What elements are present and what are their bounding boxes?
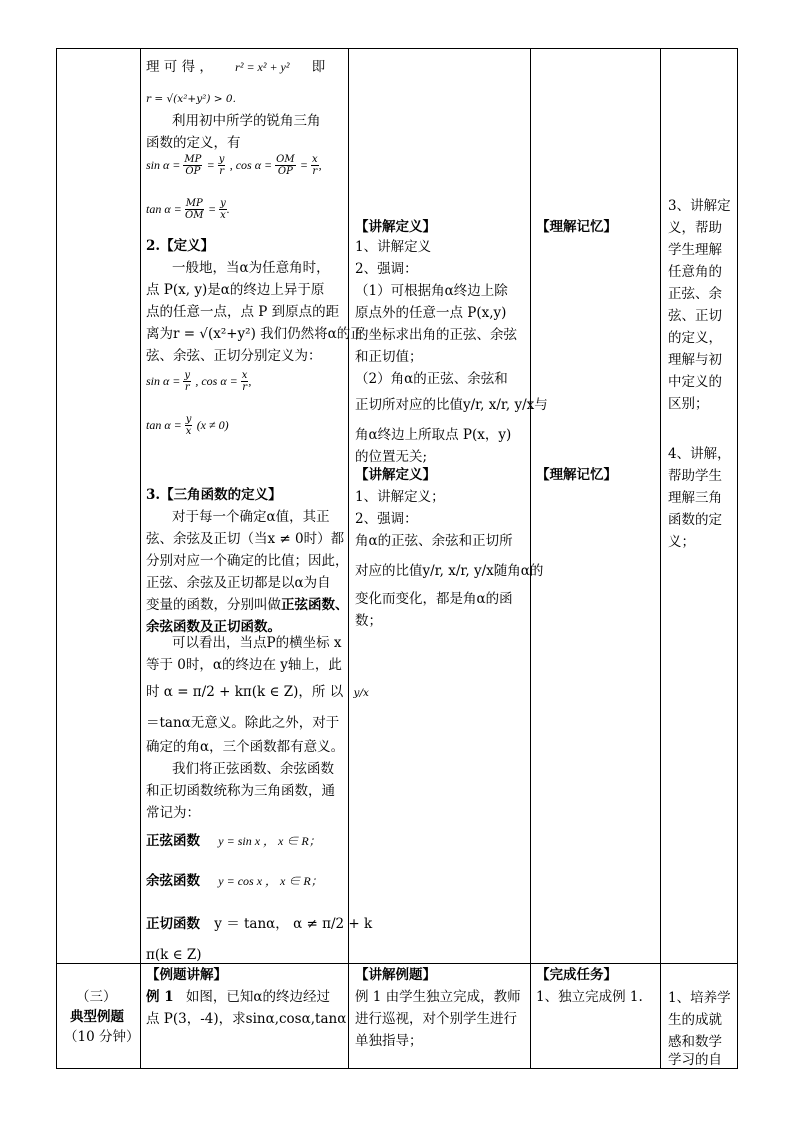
text-line: ＝tanα无意义。除此之外，对于 xyxy=(146,715,340,731)
text-line: 点 P(3，-4)，求sinα,cosα,tanα xyxy=(146,1011,347,1027)
col-border xyxy=(737,48,738,1069)
formula-sin-cos-2: sin α = $\frac{y}{r}$ , cos α = $\frac{x}{r}$ , xyxy=(146,370,252,393)
col-border xyxy=(660,48,661,1069)
design-intent-line: 义； xyxy=(668,534,695,550)
text-line: 原点外的任意一点 P(x,y) xyxy=(355,305,507,321)
text-line: 角α终边上所取点 P(x，y) xyxy=(355,427,512,443)
design-intent-line: 中定义的 xyxy=(668,374,722,390)
example-heading: 【例题讲解】 xyxy=(146,967,227,983)
design-intent-line: 生的成就 xyxy=(668,1012,722,1028)
text-line: 变化而变化，都是角α的函 xyxy=(355,591,513,607)
text-line: 我们将正弦函数、余弦函数 xyxy=(172,761,334,777)
text-line: 一般地，当α为任意角时， xyxy=(172,260,330,276)
stage-duration: （10 分钟） xyxy=(64,1029,140,1045)
text-line: 1、讲解定义； xyxy=(355,489,445,505)
text-line: 进行巡视，对个别学生进行 xyxy=(355,1011,517,1027)
design-intent-line: 3、讲解定 xyxy=(668,198,731,214)
text-line: 点的任意一点，点 P 到原点的距 xyxy=(146,304,340,320)
student-activity-heading: 【理解记忆】 xyxy=(536,467,617,483)
text-line: 数； xyxy=(355,613,382,629)
text-line: 和正切值； xyxy=(355,349,423,365)
text-line: 2、强调： xyxy=(355,511,418,527)
table-top-border xyxy=(56,48,737,49)
text-line: 余弦函数及正切函数。 xyxy=(146,619,281,635)
col-border xyxy=(140,48,141,1069)
student-activity-heading: 【理解记忆】 xyxy=(536,219,617,235)
text-line: 分别对应一个确定的比值；因此， xyxy=(146,553,349,569)
text-line: 角α的正弦、余弦和正切所 xyxy=(355,533,513,549)
text-line: （1）可根据角α终边上除 xyxy=(355,283,508,299)
text-line: 对于每一个确定α值，其正 xyxy=(172,509,330,525)
design-intent-line: 1、培养学 xyxy=(668,990,731,1006)
col-border xyxy=(56,48,57,1069)
student-activity-heading: 【完成任务】 xyxy=(536,967,617,983)
text-line: 弦、余弦及正切（当x ≠ 0时）都 xyxy=(146,531,345,547)
design-intent-line: 的定义， xyxy=(668,330,722,346)
teacher-activity-heading: 【讲解例题】 xyxy=(355,967,436,983)
tangent-function-def: 正切函数 y ＝ tanα， α ≠ π/2 + k xyxy=(146,916,373,932)
design-intent-line: 感和数学 xyxy=(668,1034,722,1050)
text-line: 例 1 由学生独立完成，教师 xyxy=(355,989,521,1005)
design-intent-line: 义，帮助 xyxy=(668,220,722,236)
cosine-function-def: 余弦函数 y = cos x ， x ∈ R； xyxy=(146,873,323,889)
text-line: 确定的角α，三个函数都有意义。 xyxy=(146,739,345,755)
text-line: 弦、余弦、正切分别定义为： xyxy=(146,348,322,364)
design-intent-line: 理解三角 xyxy=(668,490,722,506)
formula-sin-cos: sin α = $\frac{MP}{OP}$ = $\frac{y}{r}$ , cos α = $\frac{OM}{OP}$ = $\frac{x}{r}$ , xyxy=(146,154,322,177)
text-line: 可以看出，当点P的横坐标 x xyxy=(172,635,342,651)
text-line: 的坐标求出角的正弦、余弦 xyxy=(355,327,517,343)
text-line: （2）角α的正弦、余弦和 xyxy=(355,371,508,387)
text-line: 正弦、余弦及正切都是以α为自 xyxy=(146,575,331,591)
design-intent-line: 正弦、余 xyxy=(668,286,722,302)
table-bottom-border xyxy=(56,1068,737,1069)
text-line: 2、强调： xyxy=(355,261,418,277)
section-heading: 2.【定义】 xyxy=(146,238,215,254)
text-line: 离为r = √(x²+y²) 我们仍然将α的正 xyxy=(146,326,364,342)
text-line: 变量的函数，分别叫做正弦函数、 xyxy=(146,597,349,613)
text-line: π(k ∈ Z) xyxy=(146,947,202,963)
design-intent-line: 理解与初 xyxy=(668,352,722,368)
col-border xyxy=(530,48,531,1069)
example-1: 例 1 如图，已知α的终边经过 xyxy=(146,989,331,1005)
text-line: 时 α = π/2 + kπ(k ∈ Z)，所 以 y/x xyxy=(146,684,369,700)
stage-title: 典型例题 xyxy=(70,1009,124,1025)
formula-tan: tan α = $\frac{MP}{OM}$ = $\frac{y}{x}$ . xyxy=(146,198,230,221)
text-line: 单独指导； xyxy=(355,1033,423,1049)
formula-tan-2: tan α = $\frac{y}{x}$ (x ≠ 0) xyxy=(146,414,229,437)
stage-number: （三） xyxy=(76,989,117,1005)
text-line: 利用初中所学的锐角三角 xyxy=(172,113,321,129)
text-line: 1、独立完成例 1. xyxy=(536,989,643,1005)
design-intent-line: 函数的定 xyxy=(668,512,722,528)
sine-function-def: 正弦函数 y = sin x ， x ∈ R； xyxy=(146,833,321,849)
design-intent-line: 区别； xyxy=(668,396,709,412)
design-intent-line: 帮助学生 xyxy=(668,468,722,484)
text-line: 的位置无关; xyxy=(355,449,428,465)
design-intent-line: 学习的自 xyxy=(668,1052,722,1068)
formula-r: r = √(x²+y²) > 0. xyxy=(146,93,236,105)
section-heading: 3.【三角函数的定义】 xyxy=(146,487,282,503)
text-line: 1、讲解定义 xyxy=(355,239,432,255)
design-intent-line: 弦、正切 xyxy=(668,308,722,324)
teacher-activity-heading: 【讲解定义】 xyxy=(355,467,436,483)
design-intent-line: 任意角的 xyxy=(668,264,722,280)
text-line: 和正切函数统称为三角函数，通 xyxy=(146,783,335,799)
text-line: 函数的定义，有 xyxy=(146,135,241,151)
text-line: 常记为： xyxy=(146,805,200,821)
text-line: 理 可 得 ， r² = x² + y² 即 xyxy=(146,59,326,75)
text-line: 点 P(x, y)是α的终边上异于原 xyxy=(146,282,325,298)
text-line: 对应的比值y/r, x/r, y/x随角α的 xyxy=(355,563,544,579)
teacher-activity-heading: 【讲解定义】 xyxy=(355,219,436,235)
text-line: 正切所对应的比值y/r, x/r, y/x与 xyxy=(355,397,548,413)
design-intent-line: 4、讲解， xyxy=(668,446,731,462)
design-intent-line: 学生理解 xyxy=(668,242,722,258)
text-line: 等于 0时，α的终边在 y轴上，此 xyxy=(146,657,342,673)
